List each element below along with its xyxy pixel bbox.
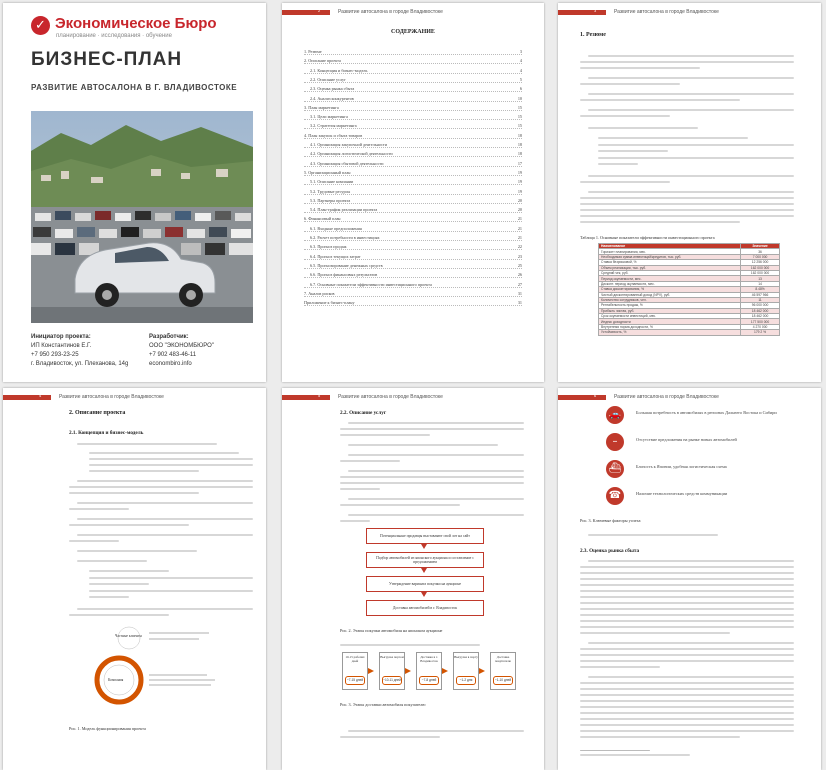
toc-item-page: 19 — [517, 188, 522, 194]
toc-item-page: 15 — [517, 114, 522, 120]
step-arrow-icon — [405, 668, 411, 674]
toc-item[interactable] — [304, 272, 522, 278]
figure-caption: Рис. 1. Модель функционирования проекта — [69, 726, 146, 731]
toc-item-page: 21 — [517, 216, 522, 222]
initiator-name: ИП Константинов Е.Г. — [31, 343, 92, 349]
table-cell: Период окупаемости, мес. — [599, 276, 741, 281]
delivery-step-duration: ~1-2 дня — [456, 676, 476, 685]
toc-item[interactable] — [304, 291, 522, 297]
delivery-step — [379, 652, 405, 690]
page-resume — [558, 3, 821, 382]
logo-check-icon: ✓ — [31, 16, 50, 35]
toc-item-label: 2.2. Описание услуг — [310, 76, 346, 82]
toc-item-label: 6.7. Основные показатели эффективности инвестиционного проекта — [310, 281, 432, 287]
toc-item-page: 25 — [517, 262, 522, 268]
table-cell: Рентабельность продаж, % — [599, 303, 741, 308]
diagram-bottom-label: Компания — [108, 678, 124, 682]
delivery-step-label: 10-15 рабочих дней — [345, 655, 365, 663]
table-cell: Ставка безрисковой, % — [599, 260, 741, 265]
factor-text: Большая потребность в автомобилях в регионах Дальнего Востока и Сибири — [636, 410, 777, 415]
table-cell: 18 462 000 — [741, 314, 780, 319]
toc-item-page: 18 — [517, 151, 522, 157]
toc-item[interactable] — [304, 151, 522, 157]
toc-item-page: 19 — [517, 169, 522, 175]
table-cell: Прибыль чистая, руб. — [599, 308, 741, 313]
table-cell: 36 — [741, 249, 780, 254]
toc-item-page: 15 — [517, 123, 522, 129]
toc-item-page: 4 — [519, 67, 522, 73]
toc-item[interactable] — [304, 254, 522, 260]
toc-item-label: 6.6. Прогноз финансовых результатов — [310, 272, 378, 278]
project-heading: 2. Описание проекта — [69, 410, 126, 416]
delivery-step — [342, 652, 368, 690]
toc-item[interactable] — [304, 179, 522, 185]
services-heading: 2.2. Описание услуг — [340, 410, 387, 416]
toc-item-label: 4.1. Организация закупочной деятельности — [310, 142, 387, 147]
toc-item-label: 6.3. Прогноз продаж — [310, 244, 347, 250]
toc-item[interactable] — [304, 105, 522, 111]
delivery-step-duration: ~7-8 дней — [419, 676, 439, 685]
factor-text: Близость к Японии, удобная логистическая схема — [636, 464, 727, 469]
delivery-step-label: Выгрузка в порту — [454, 655, 478, 659]
toc-item-label: 2. Описание проекта — [304, 58, 341, 64]
toc-item-page: 21 — [517, 225, 522, 231]
header-title: Развитие автосалона в городе Владивостоке — [614, 394, 719, 400]
toc-item-label: 5.4. План-график реализации проекта — [310, 207, 378, 213]
flow-step: Доставка автомобилей в г. Владивосток — [366, 600, 484, 616]
toc-item-label: 5. Организационный план — [304, 169, 351, 175]
toc-item-page: 31 — [517, 290, 522, 296]
table-header-cell: Наименование — [599, 244, 741, 249]
flow-step: Подбор автомобилей из японского аукциона и составление с предложением — [366, 552, 484, 568]
table-cell: Чистый дисконтированный доход (NPV), руб. — [599, 292, 741, 297]
business-model-diagram — [85, 624, 245, 714]
toc-item-label: 3. План маркетинга — [304, 104, 339, 110]
toc-item-page: 3 — [519, 49, 522, 54]
toc-item-page: 19 — [517, 179, 522, 185]
toc-item-page: 23 — [517, 253, 522, 259]
initiator-label: Инициатор проекта: — [31, 334, 91, 340]
toc-item-label: 3.2. Стратегия маркетинга — [310, 123, 357, 129]
page-header: 4 Развитие автосалона в городе Владивостоке — [3, 388, 266, 404]
table-cell: 8.48% — [741, 287, 780, 292]
toc-item-label: 6. Финансовый план — [304, 216, 341, 222]
table-cell: 11 — [741, 297, 780, 302]
toc-item-label: 6.2. Расчет потребности в инвестициях — [310, 235, 380, 240]
toc-item-label: 4. План закупок и сбыта товаров — [304, 132, 363, 138]
toc-item-label: 3.1. Цели маркетинга — [310, 114, 348, 120]
cover-title: БИЗНЕС-ПЛАН — [31, 49, 183, 70]
flow-caption: Рис. 2. Этапы покупки автомобиля на японском аукционе — [340, 628, 443, 633]
toc-item-label: Приложение к бизнес-плану — [304, 300, 355, 306]
table-cell: Средний чек, руб. — [599, 270, 741, 275]
toc-item[interactable] — [304, 216, 522, 222]
minus-icon: – — [606, 433, 624, 451]
page-header: 6 Развитие автосалона в городе Владивостоке — [558, 388, 821, 404]
table-row — [599, 330, 780, 335]
flow-step: Утверждение варианта покупки на аукционе — [366, 576, 484, 592]
toc-item-label: 2.3. Оценка рынка сбыта — [310, 86, 355, 92]
phone-icon: ☎ — [606, 487, 624, 505]
delivery-step-label: Доставка покупателю — [494, 655, 512, 663]
delivery-step — [453, 652, 479, 690]
page-cover — [3, 3, 266, 382]
table-cell: 46 597 966 — [741, 292, 780, 297]
page-header: 2 Развитие автосалона в городе Владивостоке — [282, 3, 544, 19]
toc-item[interactable] — [304, 49, 522, 55]
cover-photo — [31, 111, 253, 323]
table-caption: Таблица 1. Основные показатели эффективности инвестиционного проекта — [580, 235, 715, 240]
toc-item-page: 31 — [517, 300, 522, 306]
toc-item[interactable] — [304, 133, 522, 139]
toc-item[interactable] — [304, 142, 522, 148]
table-cell: Объем реализации, тыс. руб. — [599, 265, 741, 270]
header-title: Развитие автосалона в городе Владивостоке — [338, 394, 443, 400]
toc-item-label: 4.2. Организация логистической деятельности — [310, 151, 393, 157]
toc-item-label: 1. Резюме — [304, 49, 322, 54]
table-cell: Количество сотрудников, чел. — [599, 297, 741, 302]
table-header-cell: Значение — [741, 244, 780, 249]
table-cell: Индекс доходности — [599, 319, 741, 324]
logo-tagline: планирование · исследования · обучение — [56, 33, 172, 39]
flow-arrow-icon — [421, 592, 427, 597]
toc-item-page: 26 — [517, 272, 522, 278]
table-cell: Дисконт. период окупаемости, мес. — [599, 281, 741, 286]
cover-subtitle: РАЗВИТИЕ АВТОСАЛОНА В Г. ВЛАДИВОСТОКЕ — [31, 83, 238, 92]
header-title: Развитие автосалона в городе Владивостоке — [59, 394, 164, 400]
table-cell: Устойчивость, % — [599, 330, 741, 335]
toc-item-label: 6.5. Прогнозирование денежных средств — [310, 262, 383, 268]
toc-item[interactable] — [304, 282, 522, 288]
toc-item-label: 7. Анализ рисков — [304, 290, 335, 296]
step-arrow-icon — [442, 668, 448, 674]
table-cell: 12 256 000 — [741, 260, 780, 265]
delivery-step-duration: ~1-10 дней — [493, 676, 513, 685]
diagram-top-label: Частные клиенты — [115, 634, 142, 638]
developer-label: Разработчик: — [149, 334, 189, 340]
table-cell: 162 000 000 — [741, 270, 780, 275]
page-header: 3 Развитие автосалона в городе Владивостоке — [558, 3, 821, 19]
indicators-table — [598, 243, 780, 336]
developer-name: ООО "ЭКОНОМБЮРО" — [149, 343, 214, 349]
toc-item[interactable] — [304, 226, 522, 232]
delivery-step-duration: ~7-15 дней — [345, 676, 365, 685]
toc-item-label: 5.1. Описание компании — [310, 179, 354, 185]
table-cell: 13 — [741, 276, 780, 281]
toc-item-page: 6 — [519, 86, 522, 92]
table-cell: Срок окупаемости инвестиций, мес. — [599, 314, 741, 319]
step-arrow-icon — [368, 668, 374, 674]
toc-item[interactable] — [304, 86, 522, 92]
toc-item-page: 17 — [517, 160, 522, 166]
toc-item[interactable] — [304, 114, 522, 120]
delivery-step — [490, 652, 516, 690]
table-cell: Внутренняя норма доходности, % — [599, 324, 741, 329]
toc-item-page: 4 — [519, 58, 522, 64]
header-title: Развитие автосалона в городе Владивостоке — [338, 9, 443, 15]
step-arrow-icon — [479, 668, 485, 674]
page-market — [558, 388, 821, 770]
toc-item-page: 18 — [517, 132, 522, 138]
flow-arrow-icon — [421, 544, 427, 549]
table-cell: 177 500 000 — [741, 319, 780, 324]
toc-item-label: 6.4. Прогноз текущих затрат — [310, 253, 361, 259]
page-header: 5 Развитие автосалона в городе Владивостоке — [282, 388, 544, 404]
toc-item[interactable] — [304, 235, 522, 241]
toc-item[interactable] — [304, 198, 522, 204]
toc-item-label: 6.1. Входные предположения — [310, 225, 362, 231]
toc-item-page: 10 — [517, 95, 522, 101]
table-cell: Ставка дисконтирования, % — [599, 287, 741, 292]
toc-item[interactable] — [304, 189, 522, 195]
page-services — [282, 388, 544, 770]
car-icon: 🚗 — [606, 406, 624, 424]
toc-item-page: 18 — [517, 142, 522, 147]
table-cell: Горизонт планирования, мес. — [599, 249, 741, 254]
toc-item[interactable] — [304, 161, 522, 167]
toc-item-page: 20 — [517, 197, 522, 203]
developer-phone: +7 902 483-46-11 — [149, 352, 197, 358]
steps-caption: Рис. 3. Этапы доставки автомобиля покупателю — [340, 702, 426, 707]
toc-item-page: 5 — [519, 76, 522, 82]
toc-item[interactable] — [304, 207, 522, 213]
toc-item[interactable] — [304, 123, 522, 129]
market-heading: 2.3. Оценка рынка сбыта — [580, 548, 640, 554]
delivery-step-label: Выгрузка портом — [380, 655, 404, 659]
table-cell: Необходимая сумма инвестиций/кредитов, тыс. руб. — [599, 254, 741, 259]
toc-item[interactable] — [304, 263, 522, 269]
ship-icon: ⛴ — [606, 460, 624, 478]
resume-heading: 1. Резюме — [580, 32, 606, 38]
table-cell: 179 2 % — [741, 330, 780, 335]
page-project — [3, 388, 266, 770]
toc-item[interactable] — [304, 170, 522, 176]
developer-site: econombiro.info — [149, 361, 192, 367]
table-cell: 7 000 000 — [741, 254, 780, 259]
initiator-phone: +7 950 293-23-25 — [31, 352, 79, 358]
flow-arrow-icon — [421, 568, 427, 573]
table-cell: 18 462 000 — [741, 308, 780, 313]
developer-block — [149, 333, 214, 369]
initiator-block — [31, 333, 128, 369]
initiator-address: г. Владивосток, ул. Плеханова, 14g — [31, 361, 129, 367]
toc-item[interactable] — [304, 77, 522, 83]
toc-item-label: 5.3. Партнеры проекта — [310, 197, 351, 203]
toc-title: СОДЕРЖАНИЕ — [391, 29, 435, 35]
toc-item-page: 15 — [517, 104, 522, 110]
table-cell: 96 000 000 — [741, 303, 780, 308]
factors-caption: Рис. 3. Ключевые факторы успеха — [580, 518, 641, 523]
page-toc — [282, 3, 544, 382]
table-cell: 4 270 000 — [741, 324, 780, 329]
toc-item[interactable] — [304, 300, 522, 306]
factor-text: Наличие технологических средств коммуникации — [636, 491, 728, 496]
toc-item-label: 5.2. Трудовые ресурсы — [310, 188, 351, 194]
logo-name: Экономическое Бюро — [55, 15, 217, 32]
toc-item[interactable] — [304, 58, 522, 64]
toc-item-page: 27 — [517, 281, 522, 287]
delivery-step-label: Доставка в г. Владивосток — [420, 655, 438, 663]
toc-item-page: 22 — [517, 244, 522, 250]
toc-item-page: 21 — [517, 235, 522, 240]
project-subheading: 2.1. Концепция и бизнес-модель — [69, 430, 144, 436]
table-cell: 14 — [741, 281, 780, 286]
toc-item[interactable] — [304, 244, 522, 250]
toc-item[interactable] — [304, 96, 522, 102]
flow-step: Потенциальные продавцы выставляют свой лот на сайт — [366, 528, 484, 544]
table-cell: 162 000 000 — [741, 265, 780, 270]
toc-item-label: 2.4. Анализ конкурентов — [310, 95, 354, 101]
delivery-step-duration: ~10-11 дней — [382, 676, 402, 685]
toc-item-label: 4.3. Организация сбытовой деятельности — [310, 160, 384, 166]
header-title: Развитие автосалона в городе Владивостоке — [614, 9, 719, 15]
toc-item-label: 2.1. Концепция и бизнес-модель — [310, 67, 368, 73]
toc-item-page: 20 — [517, 207, 522, 213]
delivery-step — [416, 652, 442, 690]
toc-item[interactable] — [304, 68, 522, 74]
factor-text: Отсутствие предложения на рынке новых автомобилей — [636, 437, 737, 442]
